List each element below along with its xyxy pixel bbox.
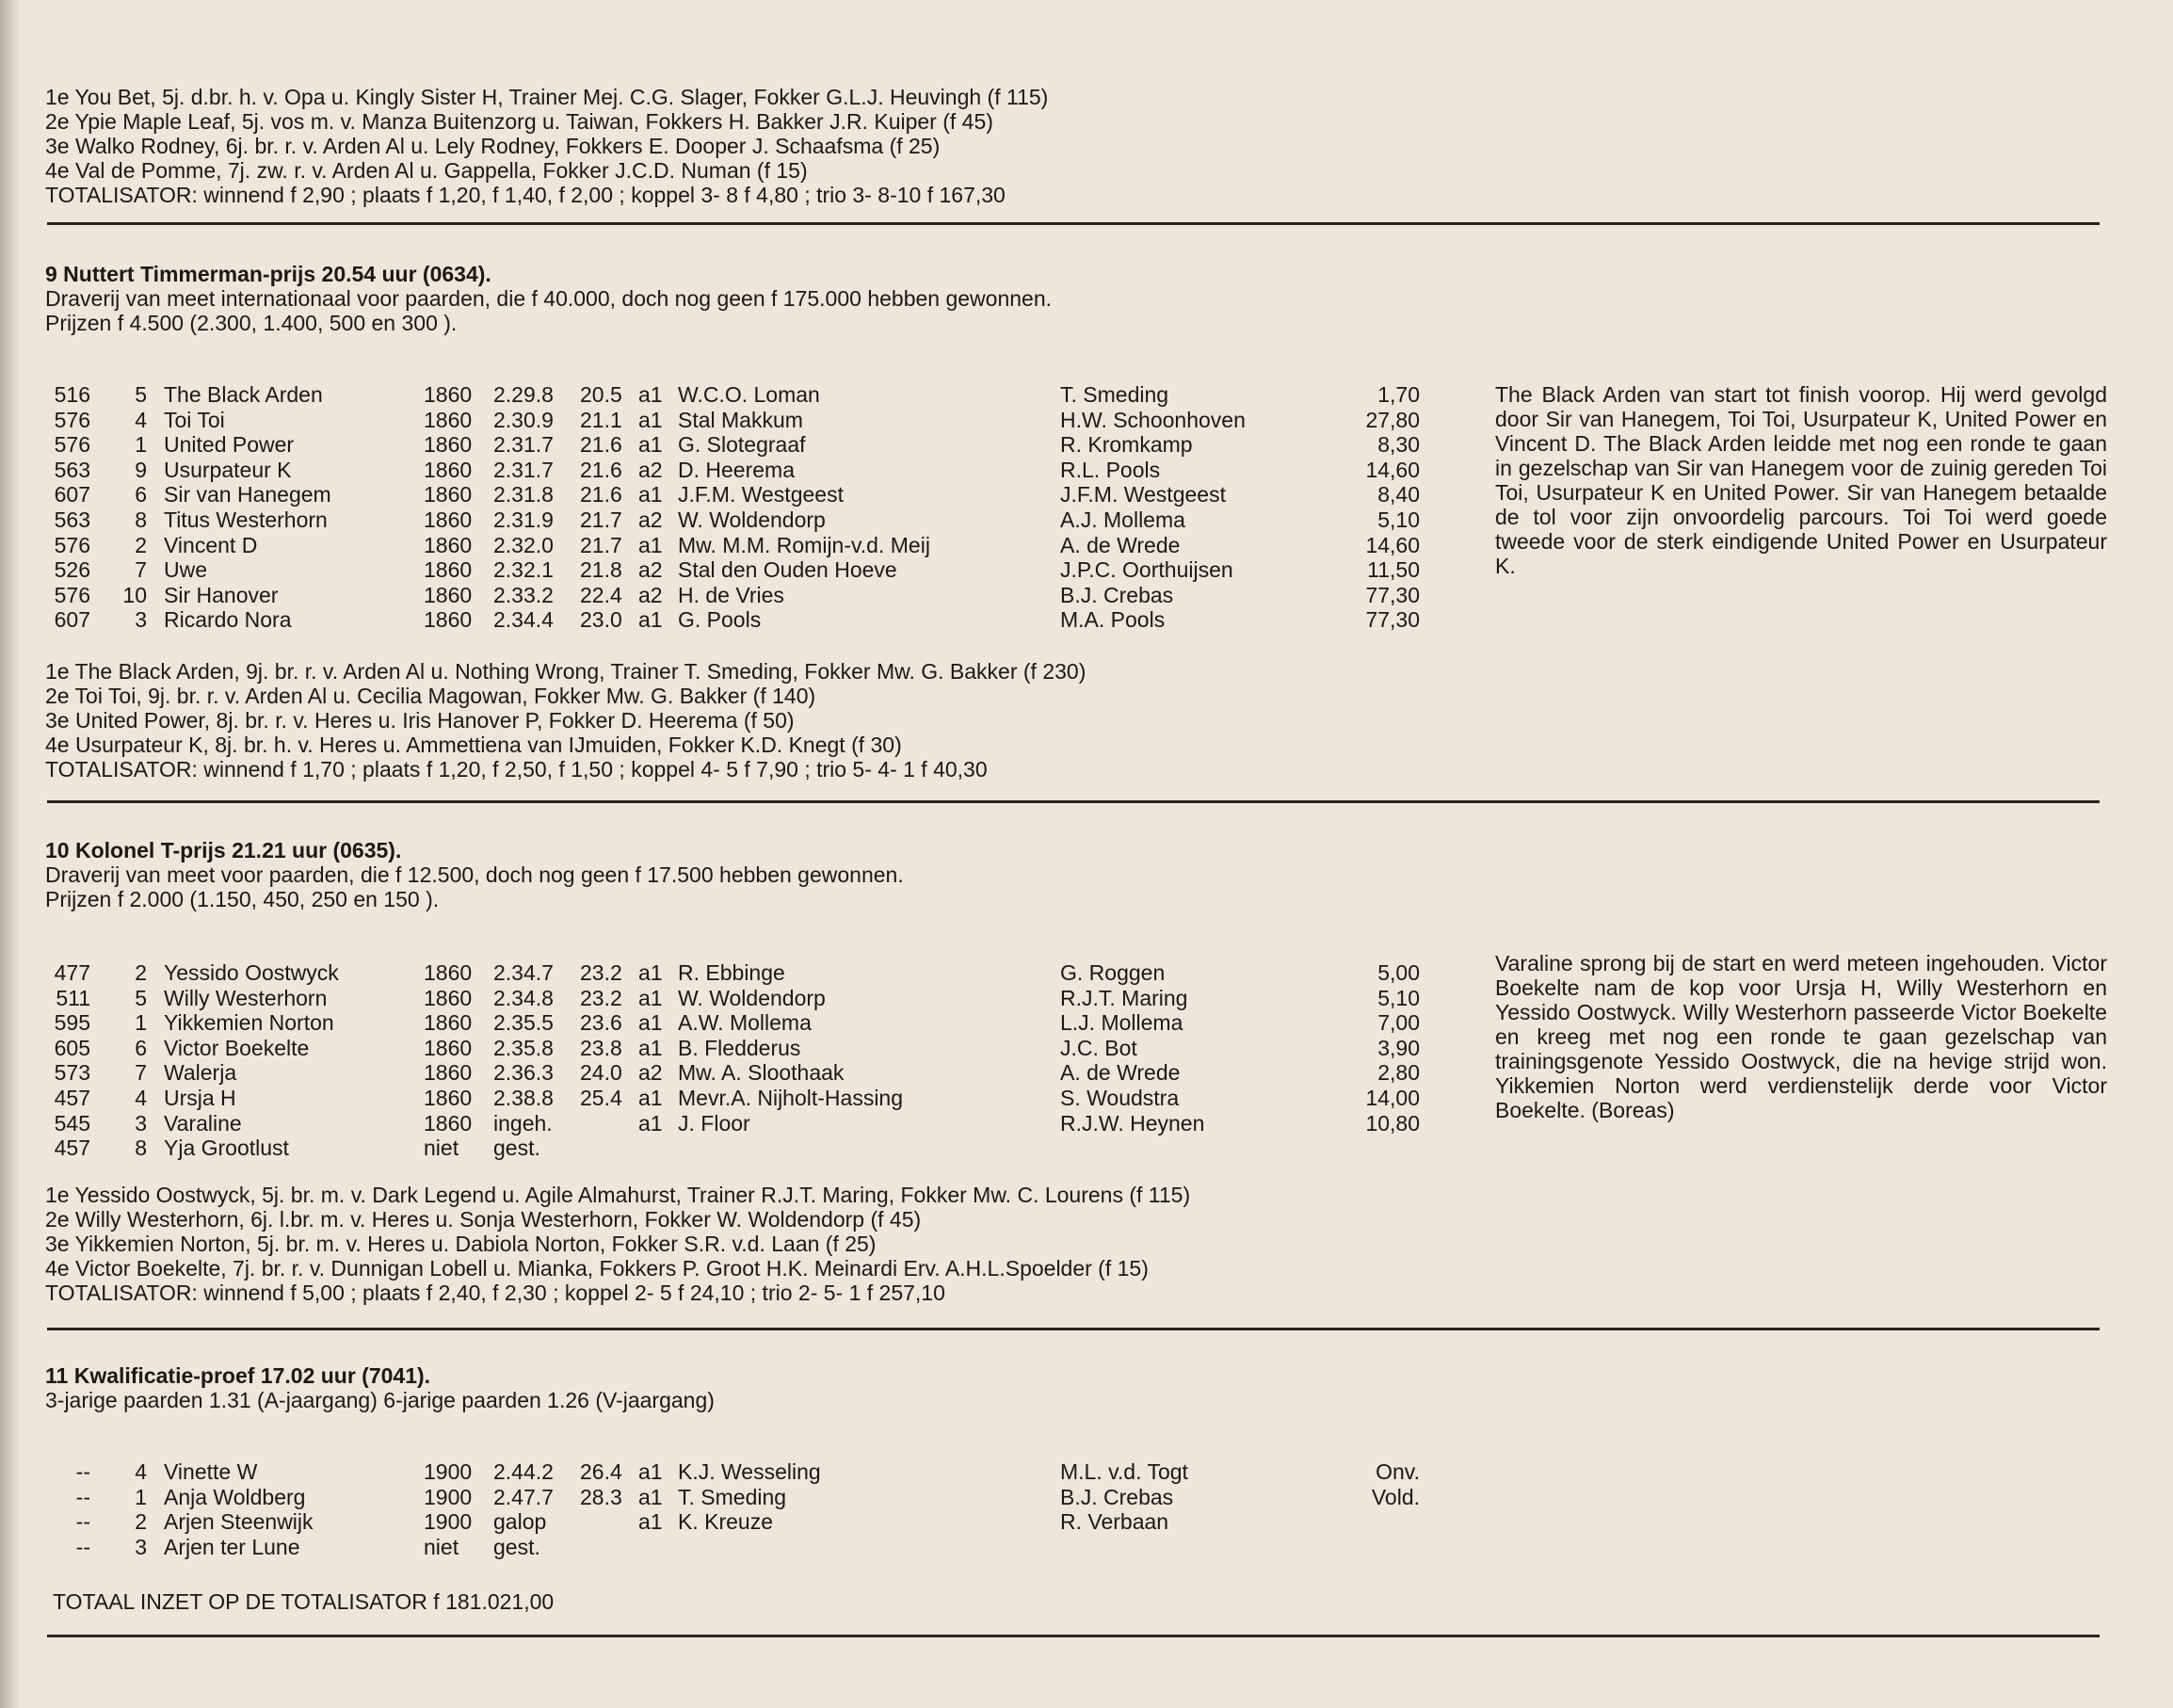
- horse-number-cell: 6: [135, 1036, 147, 1060]
- start-number-cell: 563: [54, 508, 90, 532]
- class-cell: a2: [638, 458, 663, 482]
- finish-time-cell: ingeh.: [493, 1111, 553, 1136]
- class-cell: a1: [638, 960, 663, 985]
- start-number-cell: --: [75, 1485, 90, 1509]
- class-cell: a2: [638, 1060, 663, 1085]
- driver-cell: A. de Wrede: [1060, 1060, 1181, 1085]
- section-divider: [47, 222, 2100, 225]
- owner-cell: Stal Makkum: [678, 408, 803, 432]
- place-line: 1e Yessido Oostwyck, 5j. br. m. v. Dark Legend u. Agile Almahurst, Trainer R.J.T. Maring, Fokker Mw. C. Lourens (f 115): [45, 1183, 1191, 1207]
- class-cell: a1: [638, 1509, 663, 1534]
- race-comment: Varaline sprong bij de start en werd meteen ingehouden. Victor Boekelte nam de kop voor Ursja H, Willy Westerhorn en Yessido Oostwyck. Willy Westerhorn passeerde Victor Boekelte en kreeg met nog een ronde te gaan gezelschap van trainingsgenote Yessido Oostwyck, die na hevige strijd won. Yikkemien Norton werd verdienstelijk derde voor Victor Boekelte. (Boreas): [1495, 951, 2107, 1122]
- place-line: 4e Victor Boekelte, 7j. br. r. v. Dunnigan Lobell u. Mianka, Fokkers P. Groot H.K. Meinardi Erv. A.H.L.Spoelder (f 15): [45, 1256, 1149, 1281]
- start-number-cell: 576: [54, 533, 90, 557]
- totalisator-line: TOTALISATOR: winnend f 5,00 ; plaats f 2,40, f 2,30 ; koppel 2- 5 f 24,10 ; trio 2- 5- 1 f 257,10: [45, 1281, 945, 1305]
- owner-cell: A.W. Mollema: [678, 1010, 812, 1035]
- place-line: 3e Yikkemien Norton, 5j. br. m. v. Heres u. Dabiola Norton, Fokker S.R. v.d. Laan (f 25): [45, 1232, 877, 1256]
- driver-cell: R.J.W. Heynen: [1060, 1111, 1205, 1136]
- class-cell: a1: [638, 1010, 663, 1035]
- table-row: [45, 1509, 1476, 1534]
- horse-name-cell: Vinette W: [164, 1459, 258, 1484]
- totalisator-line: TOTALISATOR: winnend f 1,70 ; plaats f 1,20, f 2,50, f 1,50 ; koppel 4- 5 f 7,90 ; trio 5- 4- 1 f 40,30: [45, 757, 988, 781]
- race-conditions: 3-jarige paarden 1.31 (A-jaargang) 6-jarige paarden 1.26 (V-jaargang): [45, 1388, 715, 1412]
- start-number-cell: 563: [54, 458, 90, 482]
- race-prizes: Prijzen f 2.000 (1.150, 450, 250 en 150 ).: [45, 887, 440, 911]
- km-time-cell: 22.4: [580, 583, 622, 607]
- place-line: 4e Usurpateur K, 8j. br. h. v. Heres u. Ammettiena van IJmuiden, Fokker K.D. Knegt (f 30): [45, 733, 902, 757]
- finish-time-cell: 2.31.7: [493, 432, 554, 457]
- odds-cell: 11,50: [1367, 557, 1420, 582]
- horse-name-cell: Sir Hanover: [164, 583, 279, 607]
- owner-cell: J.F.M. Westgeest: [678, 482, 844, 507]
- section-divider: [47, 1328, 2100, 1330]
- owner-cell: T. Smeding: [678, 1485, 787, 1509]
- driver-cell: R. Verbaan: [1060, 1509, 1169, 1534]
- start-number-cell: 607: [54, 482, 90, 507]
- odds-cell: 3,90: [1377, 1036, 1420, 1060]
- page-fold-shadow: [0, 0, 21, 1708]
- table-row: [45, 408, 1476, 432]
- race-title: 10 Kolonel T-prijs 21.21 uur (0635).: [45, 838, 402, 862]
- finish-time-cell: 2.47.7: [493, 1485, 554, 1509]
- driver-cell: A. de Wrede: [1060, 533, 1181, 557]
- km-time-cell: 23.8: [580, 1036, 622, 1060]
- table-row: [45, 986, 1476, 1010]
- horse-number-cell: 10: [122, 583, 147, 607]
- table-row: [45, 458, 1476, 482]
- distance-cell: 1900: [424, 1509, 473, 1534]
- odds-cell: 27,80: [1365, 408, 1420, 432]
- distance-cell: 1860: [424, 508, 473, 532]
- table-row: [45, 557, 1476, 582]
- finish-time-cell: 2.31.9: [493, 508, 554, 532]
- class-cell: a1: [638, 986, 663, 1010]
- table-row: [45, 1535, 1476, 1559]
- driver-cell: R.J.T. Maring: [1060, 986, 1188, 1010]
- owner-cell: B. Fledderus: [678, 1036, 801, 1060]
- class-cell: a2: [638, 583, 663, 607]
- km-time-cell: 21.6: [580, 482, 622, 507]
- km-time-cell: 28.3: [580, 1485, 622, 1509]
- table-row: [45, 1485, 1476, 1509]
- table-row: [45, 533, 1476, 557]
- odds-cell: Vold.: [1371, 1485, 1420, 1509]
- class-cell: a1: [638, 1459, 663, 1484]
- odds-cell: 8,40: [1377, 482, 1420, 507]
- start-number-cell: 545: [54, 1111, 90, 1136]
- km-time-cell: 20.5: [580, 382, 622, 407]
- owner-cell: J. Floor: [678, 1111, 750, 1136]
- totalisator-line: TOTALISATOR: winnend f 2,90 ; plaats f 1,20, f 1,40, f 2,00 ; koppel 3- 8 f 4,80 ; trio 3- 8-10 f 167,30: [45, 183, 1006, 207]
- finish-time-cell: 2.30.9: [493, 408, 554, 432]
- owner-cell: R. Ebbinge: [678, 960, 785, 985]
- distance-cell: 1860: [424, 1111, 473, 1136]
- class-cell: a1: [638, 382, 663, 407]
- start-number-cell: 576: [54, 583, 90, 607]
- horse-name-cell: Uwe: [164, 557, 208, 582]
- odds-cell: 7,00: [1377, 1010, 1420, 1035]
- place-line: 3e Walko Rodney, 6j. br. r. v. Arden Al u. Lely Rodney, Fokkers E. Dooper J. Schaafsma (f 25): [45, 134, 941, 158]
- owner-cell: H. de Vries: [678, 583, 784, 607]
- horse-number-cell: 1: [135, 1485, 147, 1509]
- horse-name-cell: Yikkemien Norton: [164, 1010, 334, 1035]
- horse-name-cell: Arjen ter Lune: [164, 1535, 300, 1559]
- horse-number-cell: 7: [135, 557, 147, 582]
- start-number-cell: 576: [54, 408, 90, 432]
- distance-cell: 1860: [424, 482, 473, 507]
- owner-cell: D. Heerema: [678, 458, 795, 482]
- km-time-cell: 23.6: [580, 1010, 622, 1035]
- km-time-cell: 21.6: [580, 458, 622, 482]
- driver-cell: S. Woudstra: [1060, 1086, 1180, 1110]
- start-number-cell: 607: [54, 607, 90, 632]
- place-line: 1e You Bet, 5j. d.br. h. v. Opa u. Kingly Sister H, Trainer Mej. C.G. Slager, Fokker G.L.J. Heuvingh (f 115): [45, 85, 1049, 109]
- driver-cell: B.J. Crebas: [1060, 1485, 1174, 1509]
- km-time-cell: 21.7: [580, 508, 622, 532]
- driver-cell: M.A. Pools: [1060, 607, 1166, 632]
- horse-number-cell: 4: [135, 1459, 147, 1484]
- horse-number-cell: 8: [135, 508, 147, 532]
- finish-time-cell: 2.36.3: [493, 1060, 554, 1085]
- odds-cell: 10,80: [1365, 1111, 1420, 1136]
- finish-time-cell: 2.44.2: [493, 1459, 554, 1484]
- horse-name-cell: Anja Woldberg: [164, 1485, 306, 1509]
- start-number-cell: 511: [56, 986, 90, 1010]
- owner-cell: G. Pools: [678, 607, 762, 632]
- driver-cell: B.J. Crebas: [1060, 583, 1174, 607]
- horse-number-cell: 3: [135, 607, 147, 632]
- distance-cell: 1860: [424, 1010, 473, 1035]
- place-line: 2e Willy Westerhorn, 6j. l.br. m. v. Heres u. Sonja Westerhorn, Fokker W. Woldendorp (f 45): [45, 1207, 922, 1232]
- class-cell: a1: [638, 533, 663, 557]
- finish-time-cell: 2.34.4: [493, 607, 554, 632]
- km-time-cell: 23.0: [580, 607, 622, 632]
- finish-time-cell: 2.35.5: [493, 1010, 554, 1035]
- driver-cell: J.P.C. Oorthuijsen: [1060, 557, 1233, 582]
- place-line: 3e United Power, 8j. br. r. v. Heres u. Iris Hanover P, Fokker D. Heerema (f 50): [45, 708, 795, 733]
- horse-number-cell: 5: [135, 986, 147, 1010]
- distance-cell: 1860: [424, 960, 473, 985]
- owner-cell: K. Kreuze: [678, 1509, 773, 1534]
- horse-number-cell: 5: [135, 382, 147, 407]
- class-cell: a1: [638, 1036, 663, 1060]
- class-cell: a1: [638, 1485, 663, 1509]
- start-number-cell: 605: [54, 1036, 90, 1060]
- driver-cell: J.C. Bot: [1060, 1036, 1137, 1060]
- distance-cell: 1860: [424, 432, 473, 457]
- start-number-cell: 573: [54, 1060, 90, 1085]
- start-number-cell: 526: [54, 557, 90, 582]
- distance-cell: 1860: [424, 1036, 473, 1060]
- distance-cell: 1860: [424, 1086, 473, 1110]
- horse-name-cell: Walerja: [164, 1060, 237, 1085]
- table-row: [45, 482, 1476, 507]
- class-cell: a2: [638, 557, 663, 582]
- table-row: [45, 1010, 1476, 1035]
- start-number-cell: --: [75, 1459, 90, 1484]
- finish-time-cell: galop: [493, 1509, 547, 1534]
- driver-cell: L.J. Mollema: [1060, 1010, 1183, 1035]
- finish-time-cell: 2.34.7: [493, 960, 554, 985]
- horse-number-cell: 3: [135, 1535, 147, 1559]
- horse-number-cell: 8: [135, 1136, 147, 1160]
- horse-name-cell: Yja Grootlust: [164, 1136, 289, 1160]
- start-number-cell: 516: [54, 382, 90, 407]
- table-row: [45, 432, 1476, 457]
- horse-name-cell: Yessido Oostwyck: [164, 960, 339, 985]
- class-cell: a1: [638, 1086, 663, 1110]
- horse-number-cell: 1: [135, 1010, 147, 1035]
- horse-name-cell: Ursja H: [164, 1086, 236, 1110]
- distance-cell: 1860: [424, 557, 473, 582]
- finish-time-cell: 2.31.8: [493, 482, 554, 507]
- finish-time-cell: gest.: [493, 1136, 540, 1160]
- finish-time-cell: 2.35.8: [493, 1036, 554, 1060]
- odds-cell: 77,30: [1365, 607, 1420, 632]
- odds-cell: 5,10: [1377, 508, 1420, 532]
- distance-cell: 1860: [424, 1060, 473, 1085]
- driver-cell: J.F.M. Westgeest: [1060, 482, 1226, 507]
- driver-cell: H.W. Schoonhoven: [1060, 408, 1246, 432]
- race-title: 9 Nuttert Timmerman-prijs 20.54 uur (0634).: [45, 262, 491, 286]
- horse-number-cell: 6: [135, 482, 147, 507]
- km-time-cell: 24.0: [580, 1060, 622, 1085]
- owner-cell: W.C.O. Loman: [678, 382, 820, 407]
- km-time-cell: 26.4: [580, 1459, 622, 1484]
- distance-cell: 1860: [424, 533, 473, 557]
- km-time-cell: 23.2: [580, 986, 622, 1010]
- place-line: 1e The Black Arden, 9j. br. r. v. Arden Al u. Nothing Wrong, Trainer T. Smeding, Fokker Mw. G. Bakker (f 230): [45, 659, 1086, 684]
- class-cell: a1: [638, 1111, 663, 1136]
- start-number-cell: 595: [54, 1010, 90, 1035]
- horse-number-cell: 2: [135, 1509, 147, 1534]
- finish-time-cell: 2.38.8: [493, 1086, 554, 1110]
- horse-number-cell: 4: [135, 408, 147, 432]
- horse-name-cell: Ricardo Nora: [164, 607, 292, 632]
- horse-number-cell: 4: [135, 1086, 147, 1110]
- horse-name-cell: Usurpateur K: [164, 458, 292, 482]
- odds-cell: 8,30: [1377, 432, 1420, 457]
- race-comment: The Black Arden van start tot finish voorop. Hij werd gevolgd door Sir van Hanegem, Toi Toi, Usurpateur K, United Power en Vincent D. The Black Arden leidde met nog een ronde te gaan in gezelschap van Sir van Hanegem voor de zuinig gereden Toi Toi, Usurpateur K en United Power. Sir van Hanegem betaalde de tol voor zijn onvoordelig parcours. Toi Toi werd goede tweede voor de sterk eindigende United Power en Usurpateur K.: [1495, 382, 2107, 578]
- odds-cell: Onv.: [1376, 1459, 1420, 1484]
- table-row: [45, 508, 1476, 532]
- distance-cell: 1860: [424, 382, 473, 407]
- horse-name-cell: Sir van Hanegem: [164, 482, 331, 507]
- table-row: [45, 1036, 1476, 1060]
- race-conditions: Draverij van meet internationaal voor paarden, die f 40.000, doch nog geen f 175.000 hebben gewonnen.: [45, 286, 1052, 311]
- race-title: 11 Kwalificatie-proef 17.02 uur (7041).: [45, 1363, 431, 1388]
- odds-cell: 77,30: [1365, 583, 1420, 607]
- km-time-cell: 25.4: [580, 1086, 622, 1110]
- class-cell: a1: [638, 408, 663, 432]
- distance-cell: 1900: [424, 1459, 473, 1484]
- distance-cell: 1860: [424, 458, 473, 482]
- start-number-cell: --: [75, 1509, 90, 1534]
- table-row: [45, 1086, 1476, 1110]
- driver-cell: M.L. v.d. Togt: [1060, 1459, 1188, 1484]
- horse-name-cell: Arjen Steenwijk: [164, 1509, 314, 1534]
- table-row: [45, 1060, 1476, 1085]
- class-cell: a1: [638, 432, 663, 457]
- finish-time-cell: 2.32.1: [493, 557, 554, 582]
- horse-name-cell: Varaline: [164, 1111, 242, 1136]
- start-number-cell: 576: [54, 432, 90, 457]
- class-cell: a1: [638, 607, 663, 632]
- horse-name-cell: The Black Arden: [164, 382, 323, 407]
- odds-cell: 14,60: [1365, 533, 1420, 557]
- distance-cell: 1860: [424, 986, 473, 1010]
- table-row: [45, 960, 1476, 985]
- owner-cell: G. Slotegraaf: [678, 432, 806, 457]
- start-number-cell: 457: [54, 1086, 90, 1110]
- km-time-cell: 21.7: [580, 533, 622, 557]
- horse-number-cell: 9: [135, 458, 147, 482]
- section-divider: [47, 1635, 2100, 1637]
- finish-time-cell: gest.: [493, 1535, 540, 1559]
- class-cell: a2: [638, 508, 663, 532]
- distance-cell: 1900: [424, 1485, 473, 1509]
- section-divider: [47, 800, 2100, 803]
- driver-cell: R. Kromkamp: [1060, 432, 1193, 457]
- odds-cell: 1,70: [1377, 382, 1420, 407]
- class-cell: a1: [638, 482, 663, 507]
- horse-name-cell: Victor Boekelte: [164, 1036, 310, 1060]
- place-line: 2e Ypie Maple Leaf, 5j. vos m. v. Manza Buitenzorg u. Taiwan, Fokkers H. Bakker J.R. Kuiper (f 45): [45, 109, 993, 134]
- km-time-cell: 21.1: [580, 408, 622, 432]
- odds-cell: 14,60: [1365, 458, 1420, 482]
- owner-cell: Mw. A. Sloothaak: [678, 1060, 845, 1085]
- start-number-cell: 477: [54, 960, 90, 985]
- total-stake: TOTAAL INZET OP DE TOTALISATOR f 181.021,00: [53, 1589, 555, 1614]
- place-line: 2e Toi Toi, 9j. br. r. v. Arden Al u. Cecilia Magowan, Fokker Mw. G. Bakker (f 140): [45, 684, 816, 708]
- owner-cell: Stal den Ouden Hoeve: [678, 557, 897, 582]
- table-row: [45, 607, 1476, 632]
- odds-cell: 5,10: [1377, 986, 1420, 1010]
- km-time-cell: 21.8: [580, 557, 622, 582]
- distance-cell: 1860: [424, 583, 473, 607]
- race-prizes: Prijzen f 4.500 (2.300, 1.400, 500 en 300 ).: [45, 311, 458, 335]
- owner-cell: K.J. Wesseling: [678, 1459, 821, 1484]
- table-row: [45, 1111, 1476, 1136]
- horse-name-cell: United Power: [164, 432, 295, 457]
- distance-cell: 1860: [424, 408, 473, 432]
- place-line: 4e Val de Pomme, 7j. zw. r. v. Arden Al u. Gappella, Fokker J.C.D. Numan (f 15): [45, 158, 808, 183]
- driver-cell: A.J. Mollema: [1060, 508, 1185, 532]
- start-number-cell: 457: [54, 1136, 90, 1160]
- horse-name-cell: Willy Westerhorn: [164, 986, 328, 1010]
- km-time-cell: 21.6: [580, 432, 622, 457]
- horse-name-cell: Vincent D: [164, 533, 258, 557]
- finish-time-cell: 2.33.2: [493, 583, 554, 607]
- owner-cell: Mevr.A. Nijholt-Hassing: [678, 1086, 904, 1110]
- finish-time-cell: 2.32.0: [493, 533, 554, 557]
- horse-name-cell: Toi Toi: [164, 408, 225, 432]
- finish-time-cell: 2.29.8: [493, 382, 554, 407]
- driver-cell: R.L. Pools: [1060, 458, 1161, 482]
- horse-number-cell: 2: [135, 533, 147, 557]
- race-conditions: Draverij van meet voor paarden, die f 12.500, doch nog geen f 17.500 hebben gewonnen.: [45, 862, 904, 887]
- horse-number-cell: 3: [135, 1111, 147, 1136]
- owner-cell: Mw. M.M. Romijn-v.d. Meij: [678, 533, 930, 557]
- finish-time-cell: 2.34.8: [493, 986, 554, 1010]
- horse-number-cell: 7: [135, 1060, 147, 1085]
- table-row: [45, 1459, 1476, 1484]
- table-row: [45, 583, 1476, 607]
- table-row: [45, 382, 1476, 407]
- owner-cell: W. Woldendorp: [678, 986, 826, 1010]
- distance-cell: 1860: [424, 607, 473, 632]
- km-time-cell: 23.2: [580, 960, 622, 985]
- distance-cell: niet: [424, 1535, 459, 1559]
- owner-cell: W. Woldendorp: [678, 508, 826, 532]
- start-number-cell: --: [75, 1535, 90, 1559]
- horse-number-cell: 2: [135, 960, 147, 985]
- horse-number-cell: 1: [135, 432, 147, 457]
- distance-cell: niet: [424, 1136, 459, 1160]
- finish-time-cell: 2.31.7: [493, 458, 554, 482]
- horse-name-cell: Titus Westerhorn: [164, 508, 328, 532]
- table-row: [45, 1136, 1476, 1160]
- driver-cell: G. Roggen: [1060, 960, 1166, 985]
- odds-cell: 2,80: [1377, 1060, 1420, 1085]
- odds-cell: 5,00: [1377, 960, 1420, 985]
- odds-cell: 14,00: [1365, 1086, 1420, 1110]
- driver-cell: T. Smeding: [1060, 382, 1169, 407]
